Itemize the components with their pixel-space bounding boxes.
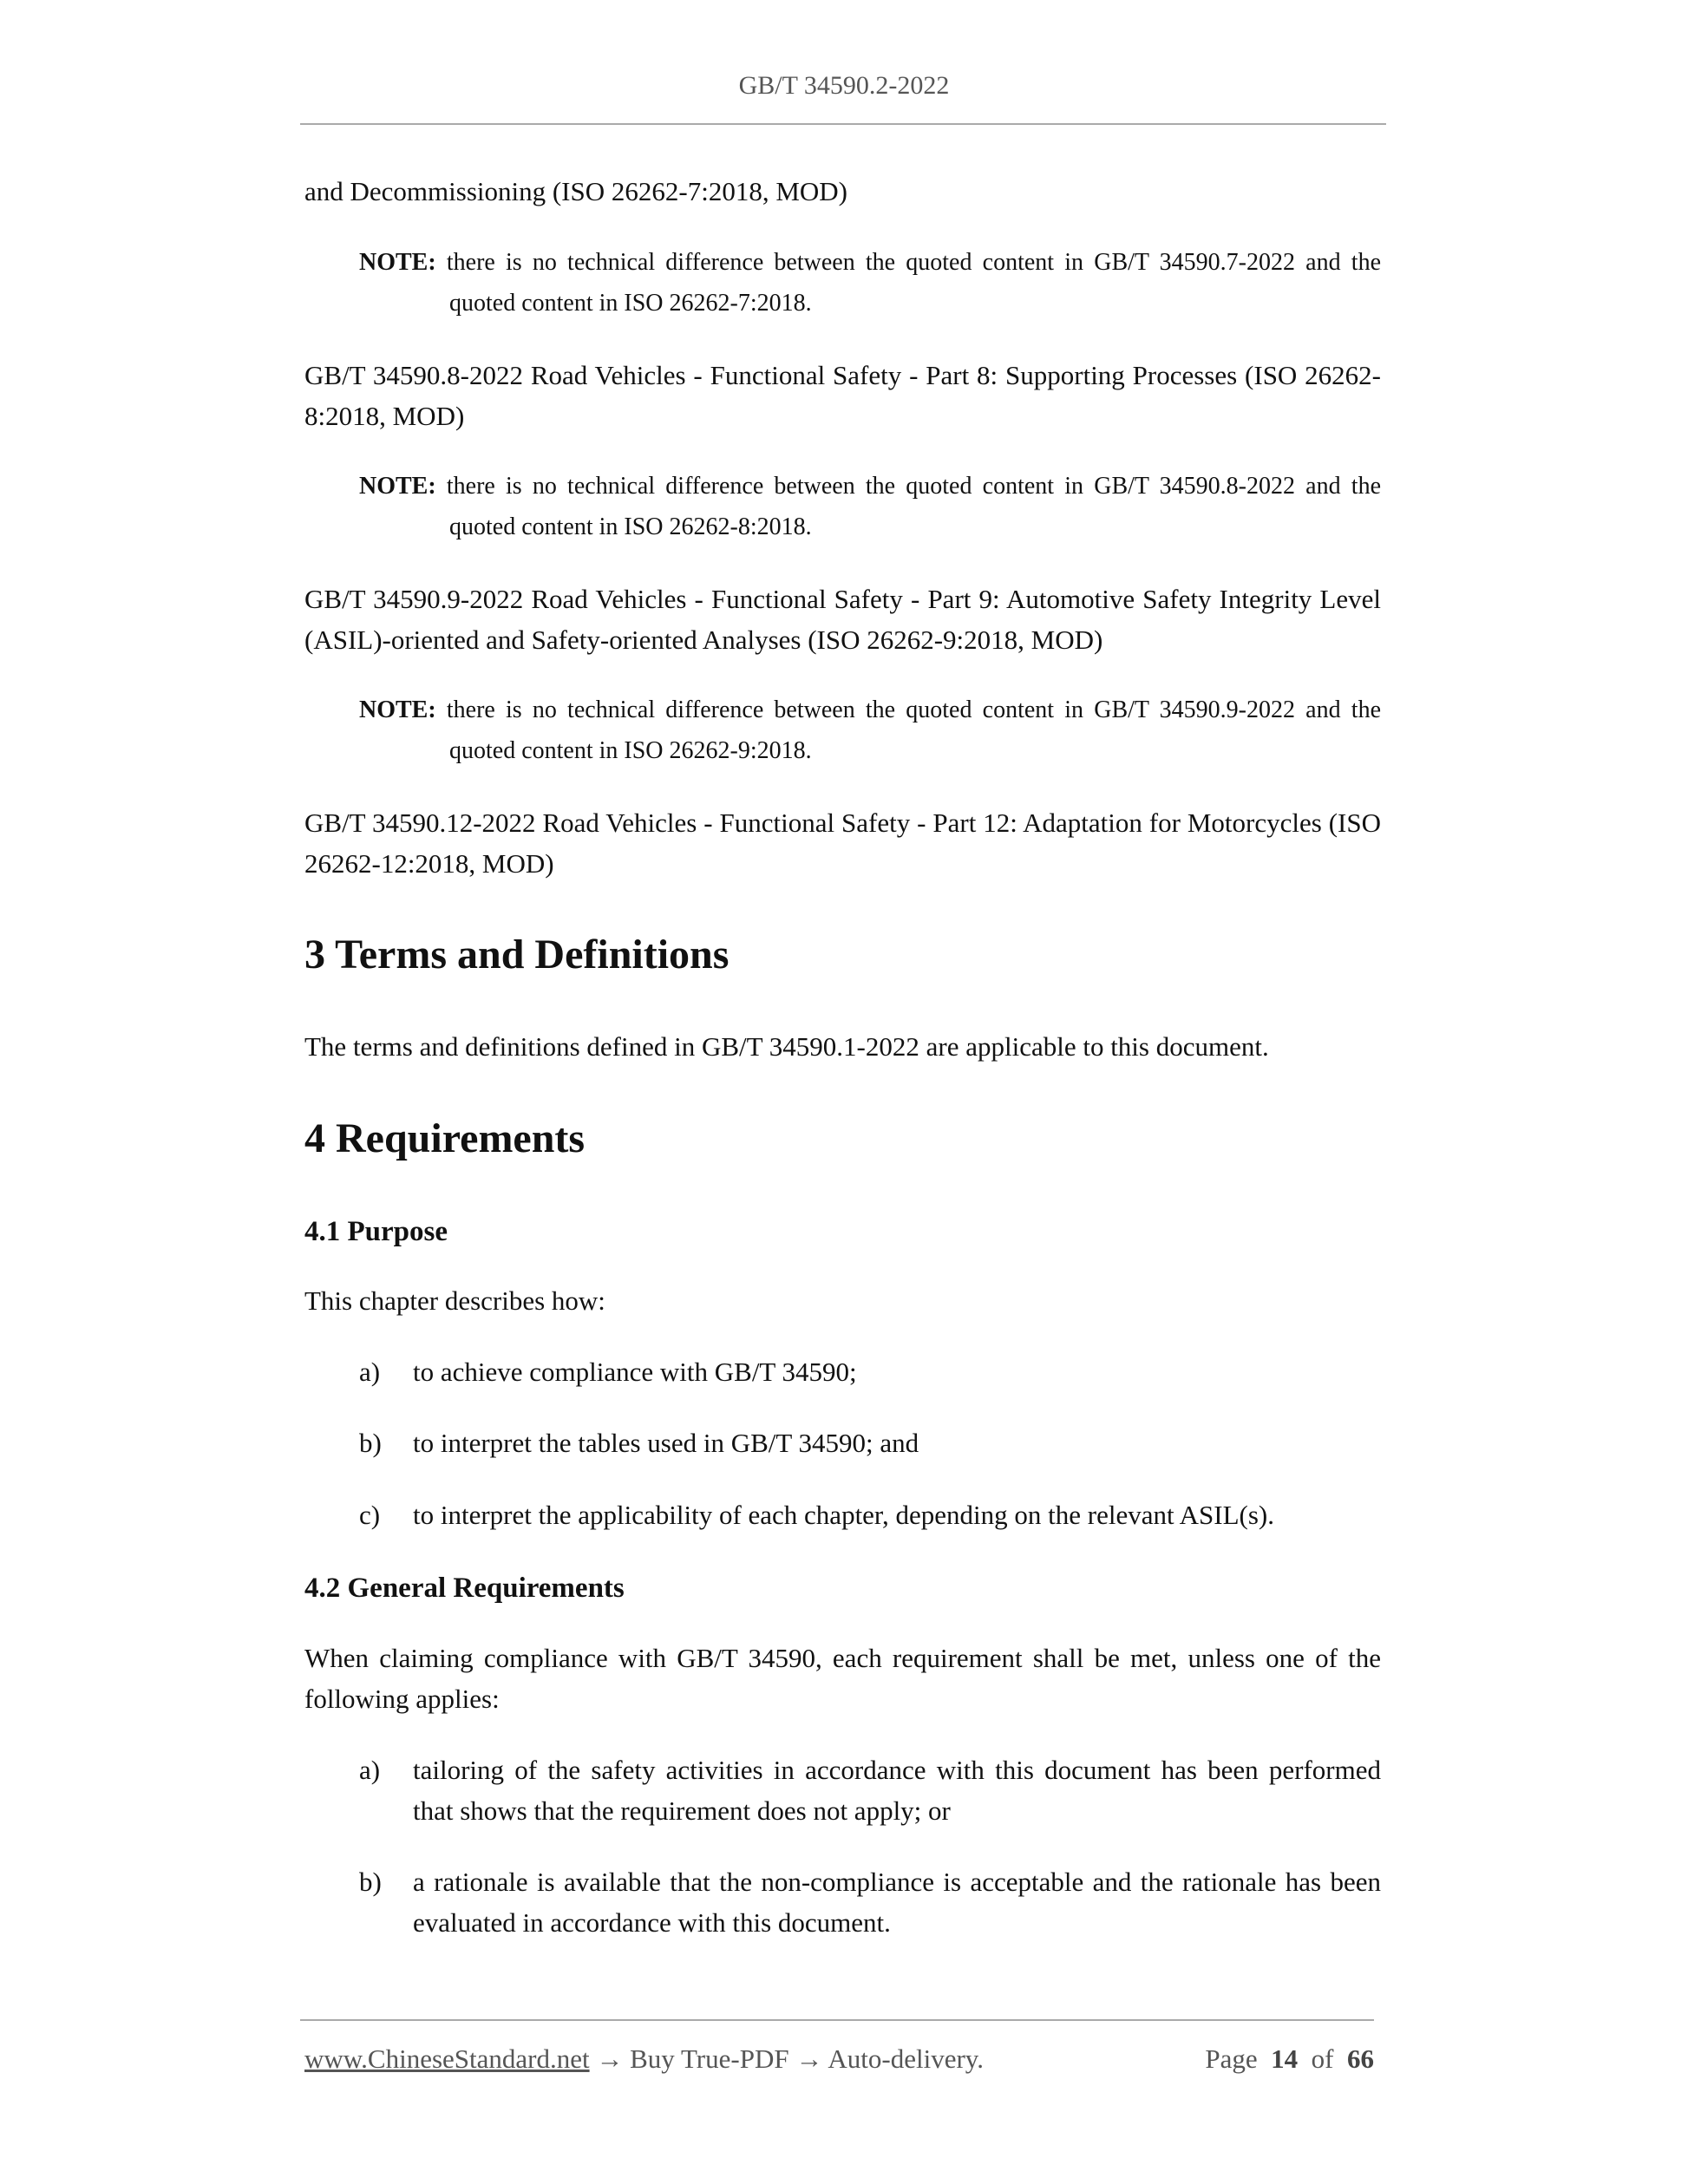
page-footer (304, 2041, 1374, 2077)
footer-promo (304, 2041, 984, 2077)
website-link[interactable]: www.ChineseStandard.net (304, 2043, 590, 2074)
purpose-paragraph: This chapter describes how: (304, 1285, 605, 1316)
running-header: GB/T 34590.2-2022 (738, 71, 950, 100)
heading-general-requirements: 4.2 General Requirements (304, 1573, 625, 1604)
note-label: NOTE: (359, 249, 436, 276)
arrow-right-icon: → (596, 2043, 624, 2074)
list-text: to interpret the tables used in GB/T 34590; and (413, 1428, 919, 1458)
reference-part-8: GB/T 34590.8-2022 Road Vehicles - Functional Safety - Part 8: Supporting Processes (ISO 26262-8:2018, MOD) (304, 360, 1381, 431)
note-3 (359, 690, 1381, 771)
arrow-right-icon: → (795, 2043, 823, 2074)
of-word: of (1311, 2043, 1334, 2074)
terms-paragraph: The terms and definitions defined in GB/T 34590.1-2022 are applicable to this document. (304, 1031, 1269, 1062)
list-item (359, 1750, 1381, 1831)
list-item (359, 1423, 1381, 1464)
total-pages: 66 (1347, 2043, 1374, 2074)
page-number (1205, 2041, 1374, 2077)
general-requirements-paragraph: When claiming compliance with GB/T 34590, each requirement shall be met, unless one of the following applies: (304, 1643, 1381, 1714)
list-text: tailoring of the safety activities in accordance with this document has been performed that shows that the requirement does not apply; or (413, 1755, 1381, 1826)
buy-text: Buy True-PDF (630, 2043, 789, 2074)
list-label: a) (359, 1357, 381, 1387)
list-item (359, 1352, 1381, 1393)
note-text: there is no technical difference between the quoted content in GB/T 34590.7-2022 and the quoted content in ISO 26262-7:2018. (446, 249, 1382, 317)
list-item (359, 1862, 1381, 1943)
footer-rule (300, 2019, 1374, 2021)
list-label: a) (359, 1755, 381, 1785)
page-word: Page (1205, 2043, 1258, 2074)
note-1 (359, 243, 1381, 324)
list-text: a rationale is available that the non-compliance is acceptable and the rationale has been evaluated in accordance with this document. (413, 1867, 1381, 1938)
list-label: c) (359, 1500, 381, 1530)
header-rule (300, 123, 1386, 125)
list-label: b) (359, 1428, 382, 1458)
heading-purpose: 4.1 Purpose (304, 1216, 448, 1247)
heading-requirements: 4 Requirements (304, 1115, 586, 1161)
note-text: there is no technical difference between the quoted content in GB/T 34590.8-2022 and the quoted content in ISO 26262-8:2018. (446, 473, 1382, 540)
list-text: to achieve compliance with GB/T 34590; (413, 1357, 857, 1387)
note-text: there is no technical difference between the quoted content in GB/T 34590.9-2022 and the quoted content in ISO 26262-9:2018. (446, 696, 1382, 764)
reference-continuation: and Decommissioning (ISO 26262-7:2018, MOD) (304, 176, 847, 206)
note-label: NOTE: (359, 696, 436, 723)
reference-part-9: GB/T 34590.9-2022 Road Vehicles - Functional Safety - Part 9: Automotive Safety Integrity Level (ASIL)-oriented and Safety-oriented Analyses (ISO 26262-9:2018, MOD) (304, 584, 1381, 655)
list-text: to interpret the applicability of each chapter, depending on the relevant ASIL(s). (413, 1500, 1274, 1530)
note-label: NOTE: (359, 473, 436, 500)
heading-terms-definitions: 3 Terms and Definitions (304, 932, 730, 978)
list-label: b) (359, 1867, 382, 1897)
current-page: 14 (1271, 2043, 1299, 2074)
delivery-text: Auto-delivery. (828, 2043, 985, 2074)
reference-part-12: GB/T 34590.12-2022 Road Vehicles - Functional Safety - Part 12: Adaptation for Motorcycles (ISO 26262-12:2018, MOD) (304, 808, 1381, 879)
list-item (359, 1495, 1381, 1536)
note-2 (359, 467, 1381, 547)
